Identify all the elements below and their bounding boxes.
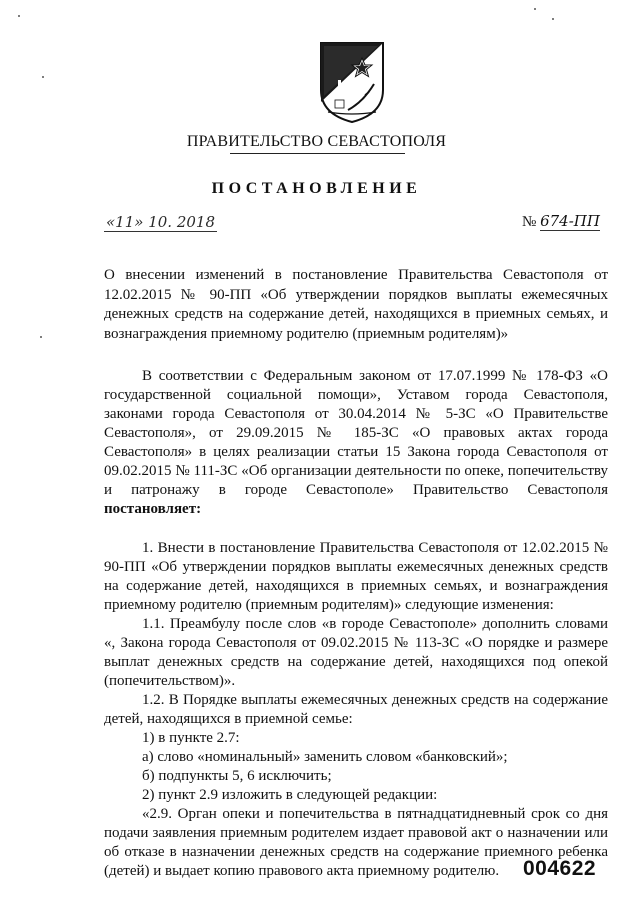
document-body [104,367,608,881]
serial-number: 004622 [523,857,597,880]
handwritten-number: 674-ПП [540,212,600,230]
item-paragraph: «2.9. Орган опеки и попечительства в пятнадцатидневный срок со дня подачи заявления приемным родителем издает правовой акт о назначении или об отказе в назначении денежных средств на содержание приемного ребенка (детей) и выдает копию правового акта приемному родителю. [104,806,608,879]
paragraph-gap [104,519,608,539]
handwritten-date: «11» 10. 2018 [106,213,216,231]
document-number [522,212,600,231]
preamble-text: В соответствии с Федеральным законом от 17.07.1999 № 178-ФЗ «О государственной социальной помощи», Уставом города Севастополя, законами города Севастополя от 30.04.2014 № 5-ЗС «О Правительстве Севастополя», от 29.09.2015 № 185-ЗС «О правовых актах города Севастополя» в целях реализации статьи 15 Закона города Севастополя от 09.02.2015 № 111-ЗС «Об организации деятельности по опеке, попечительству и патронажу в городе Севастополе» Правительство Севастополя [104,368,608,498]
document-type-heading: ПОСТАНОВЛЕНИЕ [211,180,422,197]
item-paragraph: 1. Внести в постановление Правительства Севастополя от 12.02.2015 № 90-ПП «Об утверждении порядков выплаты ежемесячных денежных средств на содержание детей, находящихся в приемных семьях, и вознаграждения приемному родителю (приемным родителям)» следующие изменения: [104,540,608,613]
resolves-word: постановляет: [104,501,202,517]
preamble-paragraph [104,367,608,519]
item-paragraph: 1) в пункте 2.7: [142,730,240,746]
government-title: ПРАВИТЕЛЬСТВО СЕВАСТОПОЛЯ [186,133,447,150]
scan-speck [42,76,44,78]
scan-speck [40,336,42,338]
number-label: № [522,214,537,230]
document-subject: О внесении изменений в постановление Правительства Севастополя от 12.02.2015 № 90-ПП «Об утверждении порядков выплаты ежемесячных денежных средств на содержание детей, находящихся в приемных семьях, и вознаграждения приемному родителю (приемным родителям)» [104,267,608,342]
scan-speck [552,18,554,20]
scan-speck [534,8,536,10]
item-paragraph: 1.2. В Порядке выплаты ежемесячных денежных средств на содержание детей, находящихся в приемной семье: [104,692,608,727]
document-date [104,213,217,231]
scan-speck [18,15,20,17]
item-paragraph: 2) пункт 2.9 изложить в следующей редакции: [142,787,438,803]
title-underline [230,153,405,154]
item-paragraph: 1.1. Преамбулу после слов «в городе Севастополе» дополнить словами «, Закона города Севастополя от 09.02.2015 № 113-ЗС «О порядке и размере выплат денежных средств на содержание детей, находящихся под опекой (попечительством)». [104,616,608,689]
item-paragraph: б) подпункты 5, 6 исключить; [142,768,332,784]
sevastopol-coat-of-arms-icon [318,40,386,124]
item-paragraph: а) слово «номинальный» заменить словом «банковский»; [142,749,508,765]
